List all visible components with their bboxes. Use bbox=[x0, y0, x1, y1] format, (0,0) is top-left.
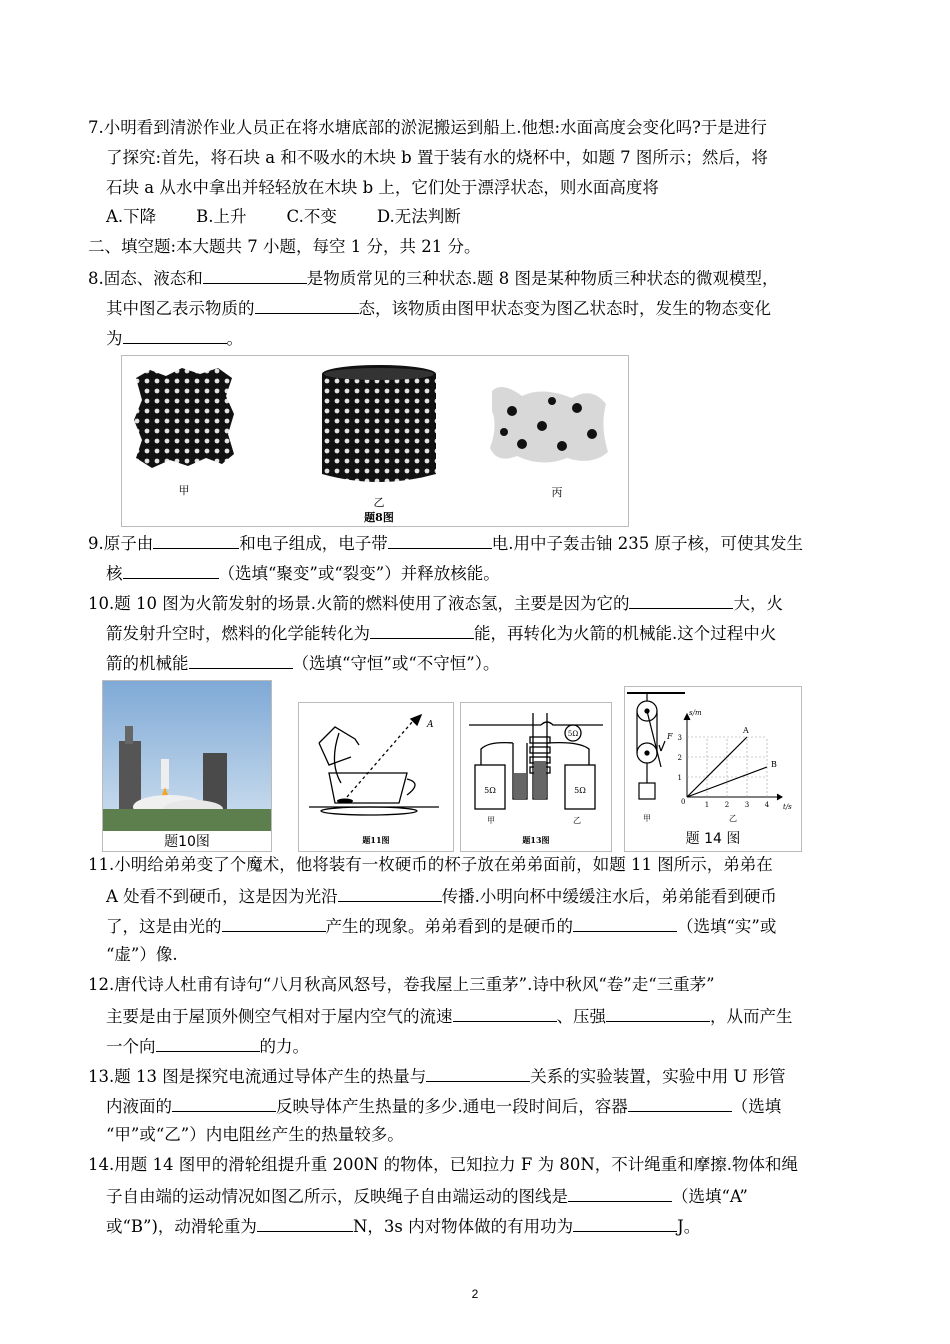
q9-text: 核 bbox=[106, 564, 123, 583]
q13-line3: “甲”或“乙”）内电阻丝产生的热量较多。 bbox=[106, 1125, 404, 1144]
coin-icon bbox=[337, 799, 353, 804]
q7-options bbox=[106, 207, 501, 227]
fig14-xtick: 3 bbox=[744, 801, 750, 809]
q14-text: 或“B”)，动滑轮重为 bbox=[106, 1217, 257, 1236]
liquid-model-icon bbox=[322, 365, 436, 482]
fig13-caption: 题13图 bbox=[522, 835, 550, 845]
answer-blank[interactable] bbox=[123, 327, 227, 344]
q13-text: 13.题 13 图是探究电流通过导体产生的热量与 bbox=[88, 1067, 427, 1086]
q14-text: J。 bbox=[677, 1217, 701, 1236]
q12-line3 bbox=[106, 1035, 309, 1057]
fig14-ylabel: s/m bbox=[689, 709, 702, 717]
q9-text: （选填“聚变”或“裂变”）并释放核能。 bbox=[218, 564, 500, 583]
q13-text: 关系的实验装置，实验中用 U 形管 bbox=[530, 1067, 786, 1086]
fig14-caption: 题 14 图 bbox=[685, 831, 741, 847]
q11-line3 bbox=[106, 915, 776, 937]
answer-blank[interactable] bbox=[338, 885, 442, 902]
q8-text: 为 bbox=[106, 329, 123, 348]
q12-line2 bbox=[106, 1005, 793, 1027]
q7-line3: 石块 a 从水中拿出并轻轻放在木块 b 上，它们处于漂浮状态，则水面高度将 bbox=[106, 178, 659, 197]
q13-line2 bbox=[106, 1095, 781, 1117]
q11-text: 产生的现象。弟弟看到的是硬币的 bbox=[325, 917, 573, 936]
q7-option-c: C.不变 bbox=[286, 207, 337, 226]
fig13-resistor-2: 5Ω bbox=[574, 786, 586, 795]
q14-text: N，3s 内对物体做的有用功为 bbox=[352, 1217, 574, 1236]
q8-line1 bbox=[88, 267, 778, 289]
q12-text: 主要是由于屋顶外侧空气相对于屋内空气的流速 bbox=[106, 1007, 453, 1026]
q8-text: 。 bbox=[226, 329, 243, 348]
q14-line3 bbox=[106, 1215, 700, 1237]
answer-blank[interactable] bbox=[370, 622, 474, 639]
q7-option-d: D.无法判断 bbox=[376, 207, 461, 226]
q7-option-b: B.上升 bbox=[196, 207, 247, 226]
q7-line1: 7.小明看到清淤作业人员正在将水塘底部的淤泥搬运到船上.他想:水面高度会变化吗?于是进行 bbox=[88, 118, 767, 137]
q8-line3 bbox=[106, 327, 243, 349]
answer-blank[interactable] bbox=[123, 562, 219, 579]
fig14-label-jia: 甲 bbox=[643, 814, 651, 823]
q10-text: 10.题 10 图为火箭发射的场景.火箭的燃料使用了液态氢，主要是因为它的 bbox=[88, 594, 630, 613]
fig8-caption: 题8图 bbox=[364, 511, 394, 524]
fig14-xlabel: t/s bbox=[783, 803, 792, 811]
q11-text: A 处看不到硬币，这是因为光沿 bbox=[106, 887, 338, 906]
q10-line3 bbox=[106, 652, 500, 674]
answer-blank[interactable] bbox=[568, 1185, 672, 1202]
figure-8 bbox=[121, 355, 629, 527]
fig14-line-a-label: A bbox=[743, 726, 749, 735]
q12-line1: 12.唐代诗人杜甫有诗句“八月秋高风怒号，卷我屋上三重茅”.诗中秋风“卷”走“三重茅” bbox=[88, 975, 715, 994]
figure-10 bbox=[102, 680, 272, 852]
answer-blank[interactable] bbox=[156, 1035, 260, 1052]
section-heading: 二、填空题:本大题共 7 小题，每空 1 分，共 21 分。 bbox=[88, 237, 481, 256]
q12-text: 、压强 bbox=[556, 1007, 606, 1026]
fig8-label-yi: 乙 bbox=[373, 496, 385, 509]
cup-and-coin-icon bbox=[309, 715, 439, 815]
figure-11 bbox=[298, 702, 454, 852]
fig14-ytick: 1 bbox=[677, 774, 682, 782]
figure-14 bbox=[624, 686, 802, 852]
q13-text: 反映导体产生热量的多少.通电一段时间后，容器 bbox=[276, 1097, 628, 1116]
q9-line2 bbox=[106, 562, 500, 584]
answer-blank[interactable] bbox=[203, 267, 307, 284]
answer-blank[interactable] bbox=[153, 532, 239, 549]
answer-blank[interactable] bbox=[388, 532, 492, 549]
answer-blank[interactable] bbox=[255, 297, 359, 314]
q11-text: （选填“实”或 bbox=[677, 917, 777, 936]
page-number: 2 bbox=[471, 1287, 479, 1301]
fig13-resistor-3: 5Ω bbox=[567, 730, 579, 738]
answer-blank[interactable] bbox=[573, 1215, 677, 1232]
graph-line-a bbox=[687, 737, 747, 797]
fig14-line-b-label: B bbox=[771, 760, 777, 769]
answer-blank[interactable] bbox=[222, 915, 326, 932]
q14-text: 子自由端的运动情况如图乙所示，反映绳子自由端运动的图线是 bbox=[106, 1187, 568, 1206]
q12-text: 的力。 bbox=[259, 1037, 309, 1056]
q12-text: ，从而产生 bbox=[710, 1007, 793, 1026]
fig14-force-label: F bbox=[667, 732, 673, 741]
fig11-point-a: A bbox=[427, 720, 434, 730]
q8-text: 是物质常见的三种状态.题 8 图是某种物质三种状态的微观模型， bbox=[306, 269, 779, 288]
q9-text: 电.用中子轰击铀 235 原子核，可使其发生 bbox=[491, 534, 803, 553]
pulley-system-icon bbox=[627, 693, 685, 799]
figure-13 bbox=[460, 702, 612, 852]
answer-blank[interactable] bbox=[189, 652, 293, 669]
fig8-label-bing: 丙 bbox=[551, 486, 563, 499]
q8-text: 其中图乙表示物质的 bbox=[106, 299, 255, 318]
q9-text: 和电子组成，电子带 bbox=[239, 534, 388, 553]
q13-line1 bbox=[88, 1065, 786, 1087]
q9-line1 bbox=[88, 532, 803, 554]
fig14-xtick: 1 bbox=[704, 801, 710, 809]
fig13-resistor-1: 5Ω bbox=[484, 786, 496, 795]
answer-blank[interactable] bbox=[453, 1005, 557, 1022]
q8-line2 bbox=[106, 297, 771, 319]
gas-model-icon bbox=[490, 387, 608, 463]
fig13-label-jia: 甲 bbox=[487, 816, 495, 825]
fig13-label-yi: 乙 bbox=[573, 816, 581, 825]
fig14-ytick: 3 bbox=[677, 734, 682, 742]
fig8-label-jia: 甲 bbox=[178, 484, 190, 497]
q11-text: 传播.小明向杯中缓缓注水后，弟弟能看到硬币 bbox=[441, 887, 777, 906]
answer-blank[interactable] bbox=[257, 1215, 353, 1232]
q13-text: （选填 bbox=[731, 1097, 782, 1116]
fig11-caption: 题11图 bbox=[362, 835, 390, 845]
solid-model-icon bbox=[134, 368, 234, 468]
q14-line1: 14.用题 14 图甲的滑轮组提升重 200N 的物体，已知拉力 F 为 80N，不计绳重和摩擦.物体和绳 bbox=[88, 1155, 799, 1174]
answer-blank[interactable] bbox=[628, 1095, 732, 1112]
q11-text: 了，这是由光的 bbox=[106, 917, 222, 936]
answer-blank[interactable] bbox=[426, 1065, 530, 1082]
q10-text: 大，火 bbox=[733, 594, 783, 613]
answer-blank[interactable] bbox=[606, 1005, 710, 1022]
q14-line2 bbox=[106, 1185, 748, 1207]
q10-text: 箭发射升空时，燃料的化学能转化为 bbox=[106, 624, 370, 643]
q11-line1: 11.小明给弟弟变了个魔术，他将装有一枚硬币的杯子放在弟弟面前，如题 11 图所示，弟弟在 bbox=[88, 855, 773, 874]
q10-text: （选填“守恒”或“不守恒”）。 bbox=[292, 654, 500, 673]
q10-text: 箭的机械能 bbox=[106, 654, 189, 673]
fig14-xtick: 4 bbox=[764, 801, 770, 809]
q10-text: 能，再转化为火箭的机械能.这个过程中火 bbox=[474, 624, 777, 643]
fig14-origin: 0 bbox=[681, 798, 686, 806]
answer-blank[interactable] bbox=[629, 592, 733, 609]
q10-line1 bbox=[88, 592, 783, 614]
q11-line4: “虚”）像. bbox=[106, 945, 178, 964]
q8-text: 态，该物质由图甲状态变为图乙状态时，发生的物态变化 bbox=[358, 299, 771, 318]
q7-line2: 了探究:首先，将石块 a 和不吸水的木块 b 置于装有水的烧杯中，如题 7 图所示；然后，将 bbox=[106, 148, 768, 167]
fig14-ytick: 2 bbox=[677, 754, 682, 762]
answer-blank[interactable] bbox=[573, 915, 677, 932]
q7-option-a: A.下降 bbox=[106, 207, 157, 226]
fig10-caption: 题10图 bbox=[164, 834, 210, 850]
fig14-xtick: 2 bbox=[724, 801, 730, 809]
q14-text: （选填“A” bbox=[672, 1187, 748, 1206]
answer-blank[interactable] bbox=[172, 1095, 276, 1112]
q8-text: 8.固态、液态和 bbox=[88, 269, 203, 288]
q10-line2 bbox=[106, 622, 776, 644]
q12-text: 一个向 bbox=[106, 1037, 156, 1056]
q11-line2 bbox=[106, 885, 777, 907]
q9-text: 9.原子由 bbox=[88, 534, 154, 553]
st-graph bbox=[684, 714, 782, 800]
q13-text: 内液面的 bbox=[106, 1097, 172, 1116]
fig14-label-yi: 乙 bbox=[729, 814, 737, 823]
